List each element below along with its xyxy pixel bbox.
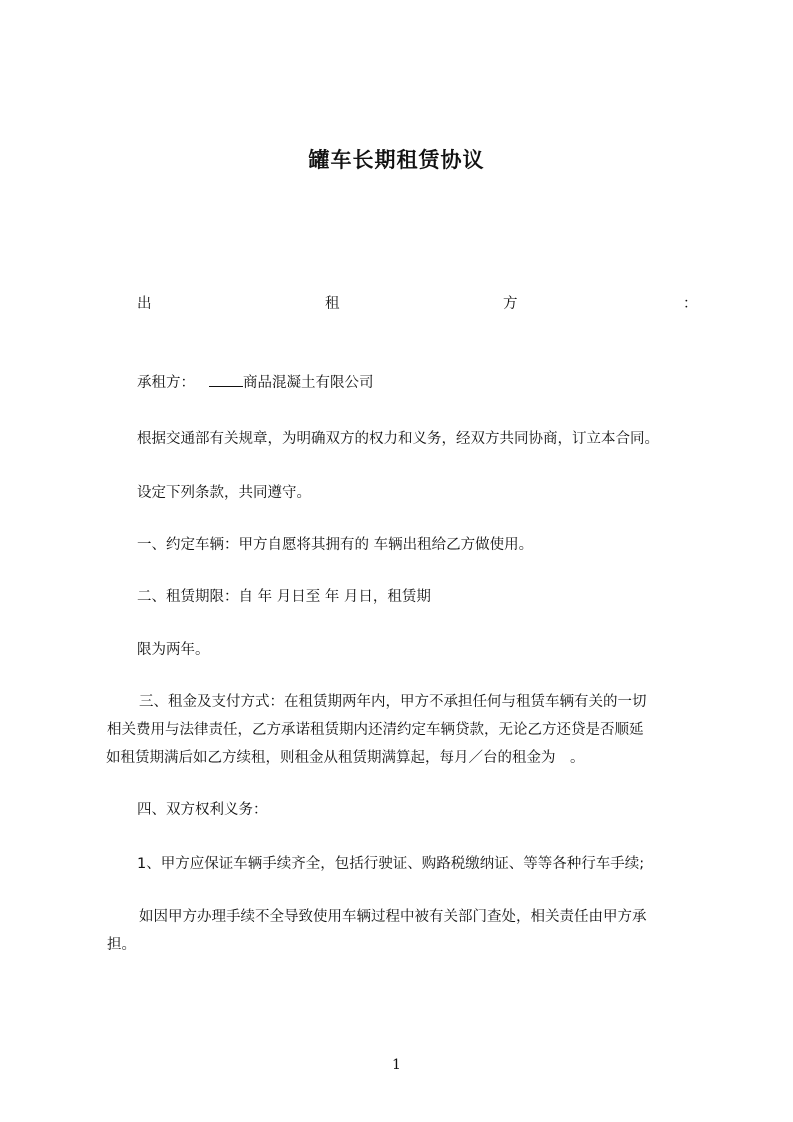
clause-4-item-1: 1、甲方应保证车辆手续齐全，包括行驶证、购路税缴纳证、等等各种行车手续;	[137, 856, 645, 872]
paragraph-1: 根据交通部有关规章，为明确双方的权力和义务，经双方共同协商，订立本合同。	[137, 431, 659, 447]
document-title: 罐车长期租赁协议	[308, 148, 485, 172]
lessee-company: 商品混凝土有限公司	[243, 375, 374, 391]
lessor-char-1: 出	[137, 296, 152, 312]
paragraph-2: 设定下列条款，共同遵守。	[137, 485, 311, 501]
clause-3-line-3: 如租赁期满后如乙方续租，则租金从租赁期满算起，每月／台的租金为 。	[106, 750, 585, 766]
lessor-char-3: 方	[503, 296, 518, 312]
lessor-char-4: ：	[683, 296, 698, 312]
clause-3-line-2: 相关费用与法律责任，乙方承诺租赁期内还清约定车辆贷款，无论乙方还贷是否顺延	[107, 722, 644, 738]
clause-1-vehicle: 一、约定车辆：甲方自愿将其拥有的 车辆出租给乙方做使用。	[137, 537, 534, 553]
clause-4-item-1-cont-line-2: 担。	[107, 937, 136, 953]
clause-4-item-1-cont-line-1: 如因甲方办理手续不全导致使用车辆过程中被有关部门查处，相关责任由甲方承	[139, 909, 647, 925]
lessor-line	[137, 292, 697, 312]
clause-2-term: 二、租赁期限：自 年 月日至 年 月日，租赁期	[137, 589, 431, 605]
page-number: 1	[392, 1057, 401, 1073]
lessee-blank	[209, 372, 243, 387]
lessor-char-2: 租	[325, 296, 340, 312]
lessee-label: 承租方：	[137, 375, 195, 391]
clause-4-heading: 四、双方权利义务：	[137, 802, 268, 818]
clause-2-term-cont: 限为两年。	[137, 642, 210, 658]
clause-3-line-1: 三、租金及支付方式：在租赁期两年内，甲方不承担任何与租赁车辆有关的一切	[139, 694, 647, 710]
lessee-line	[137, 371, 374, 392]
